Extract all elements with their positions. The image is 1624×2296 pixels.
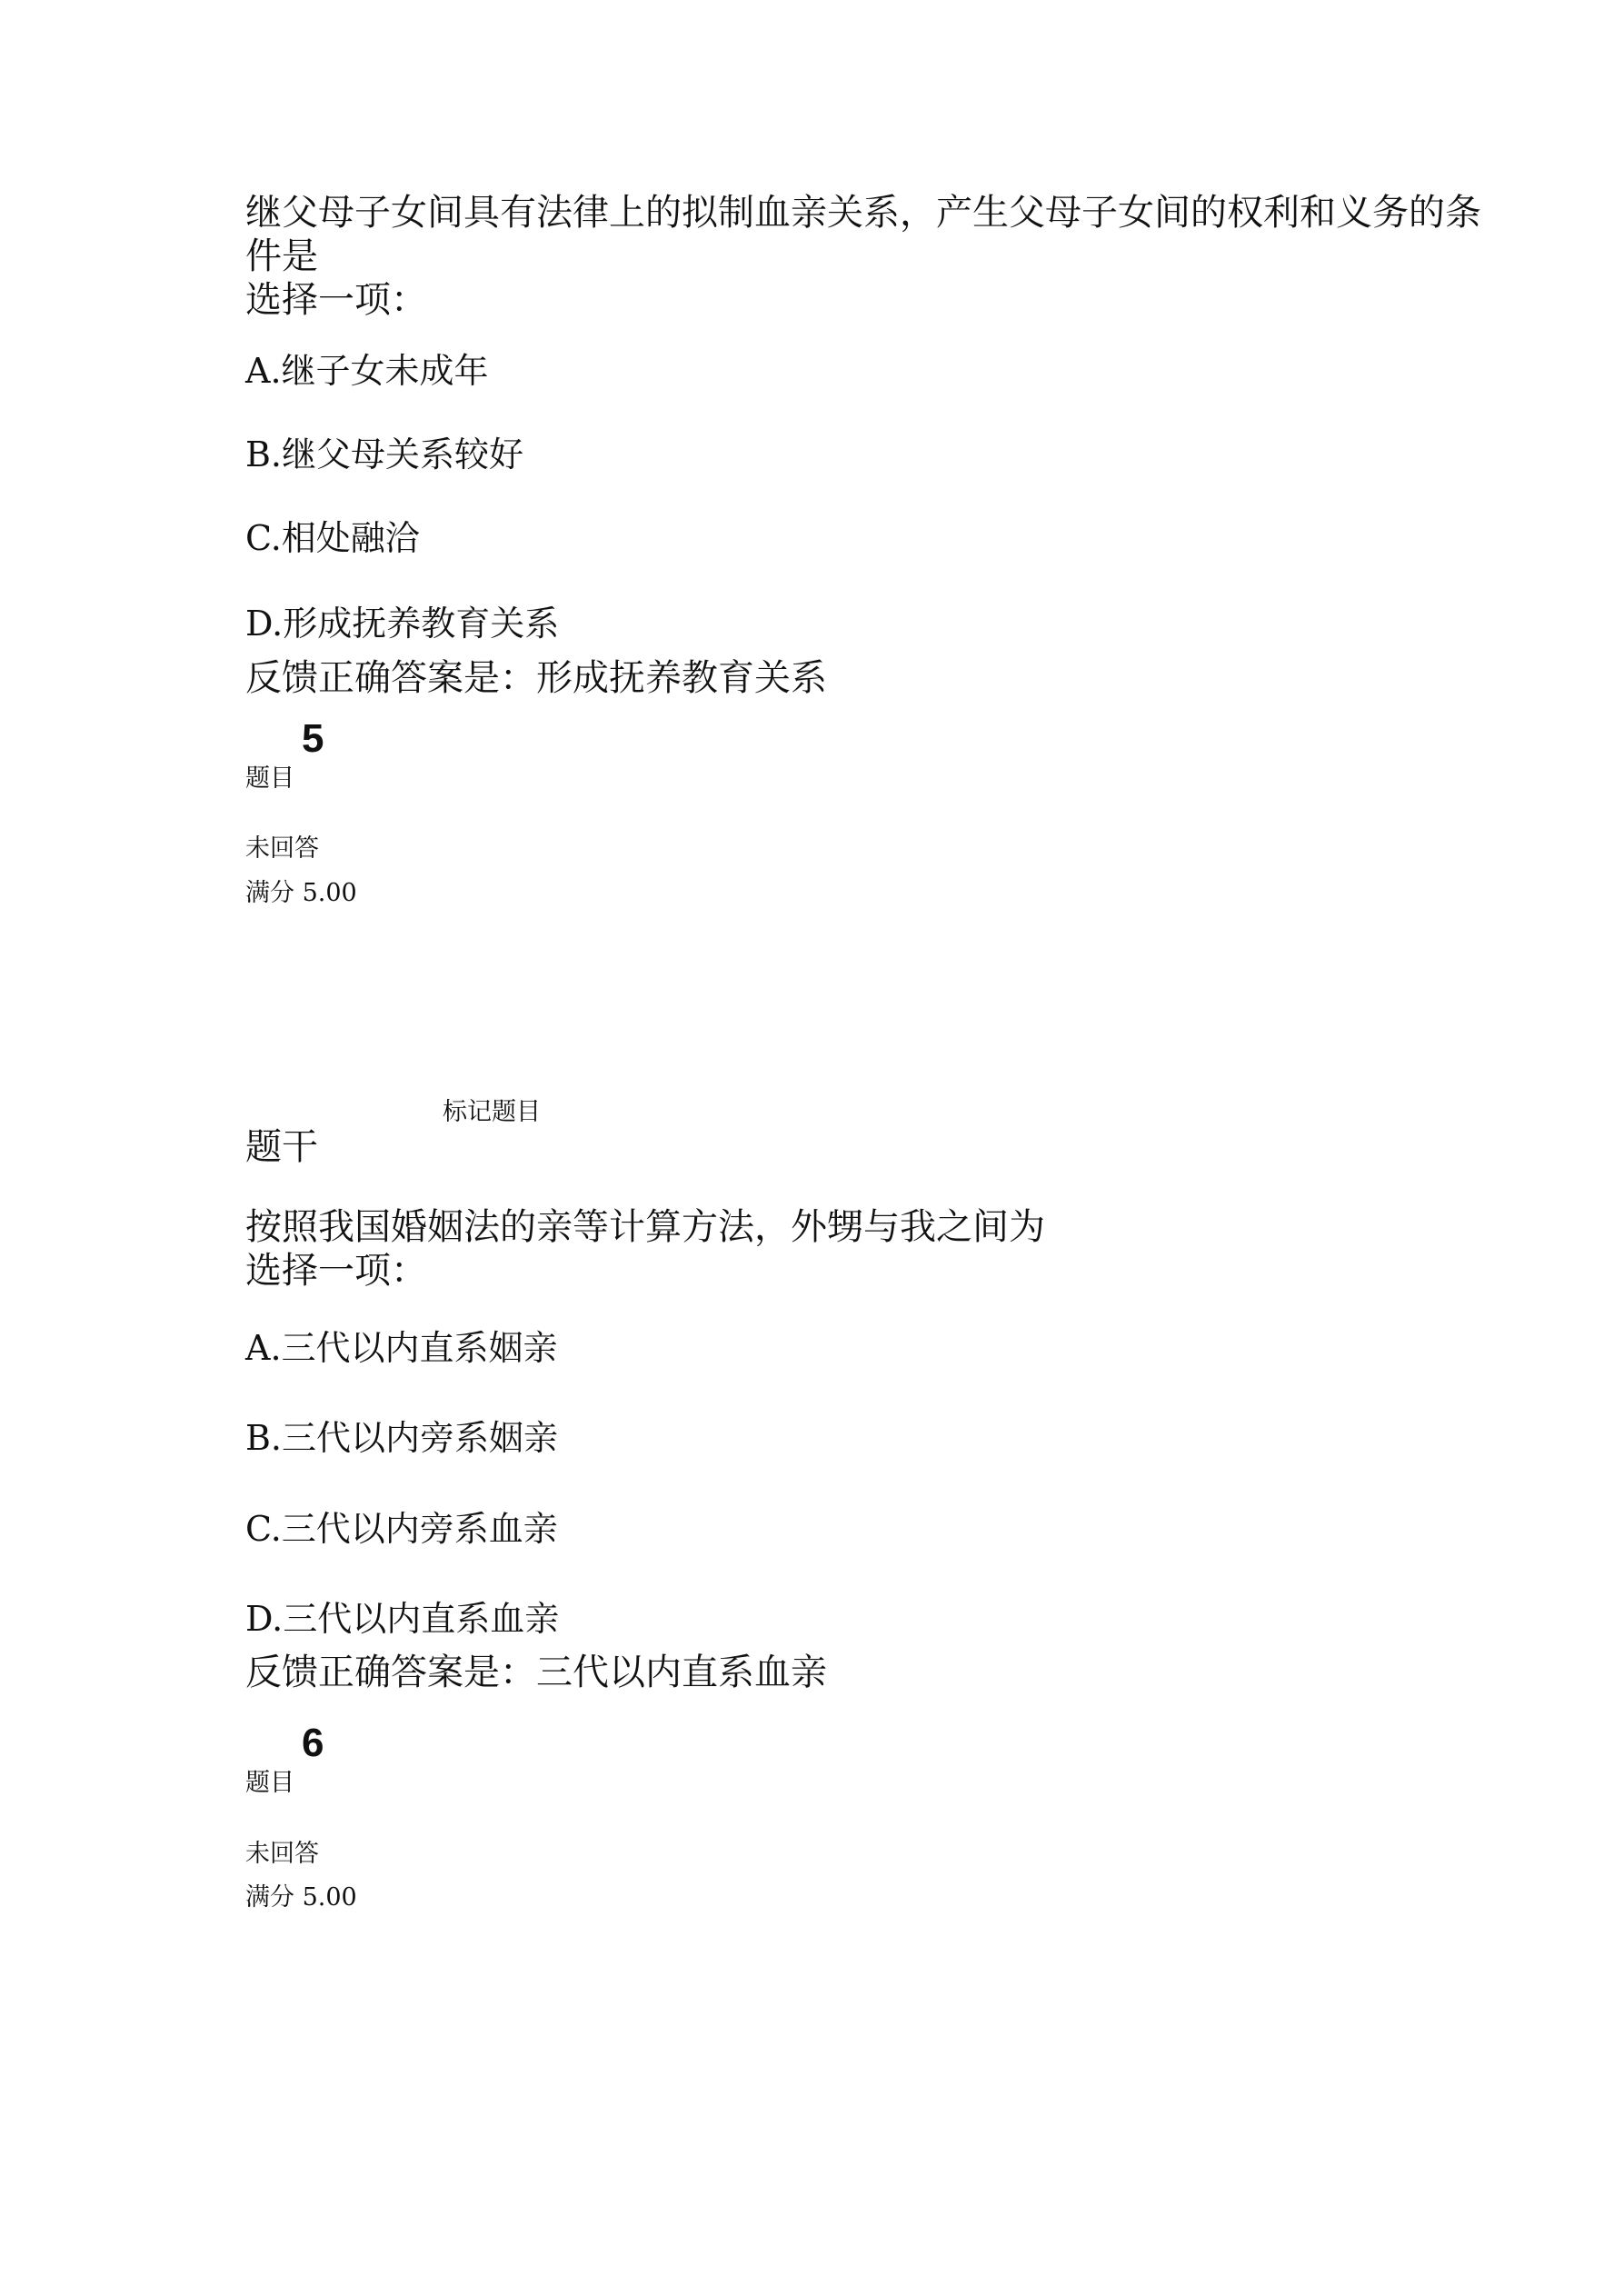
option-c[interactable]: C.相处融洽 [245,518,420,558]
choose-one-prompt: 选择一项： [245,1250,427,1292]
option-a[interactable]: A.继子女未成年 [245,351,489,391]
question-heading-label: 题目 [245,1769,294,1797]
feedback-correct-answer: 反馈正确答案是：形成抚养教育关系 [245,657,827,699]
option-b[interactable]: B.三代以内旁系姻亲 [245,1418,559,1458]
question-stem-label: 题干 [245,1126,318,1168]
question-heading-label: 题目 [245,764,294,793]
feedback-correct-answer: 反馈正确答案是：三代以内直系血亲 [245,1652,827,1693]
question-number: 5 [302,716,324,761]
flag-question-link[interactable]: 标记题目 [443,1098,541,1126]
question-status: 未回答 [245,1840,319,1868]
option-d[interactable]: D.形成抚养教育关系 [245,604,560,644]
option-b[interactable]: B.继父母关系较好 [245,434,524,474]
option-d[interactable]: D.三代以内直系血亲 [245,1599,560,1639]
option-a[interactable]: A.三代以内直系姻亲 [245,1328,558,1368]
option-c[interactable]: C.三代以内旁系血亲 [245,1509,558,1549]
choose-one-prompt: 选择一项： [245,279,427,321]
question-score: 满分 5.00 [245,1883,357,1912]
question-status: 未回答 [245,834,319,863]
question-stem-line-1: 继父母子女间具有法律上的拟制血亲关系，产生父母子女间的权利和义务的条 [245,192,1481,234]
question-number: 6 [302,1721,324,1765]
question-score: 满分 5.00 [245,879,357,907]
question-stem: 按照我国婚姻法的亲等计算方法，外甥与我之间为 [245,1206,1045,1248]
question-stem-line-2: 件是 [245,235,318,277]
